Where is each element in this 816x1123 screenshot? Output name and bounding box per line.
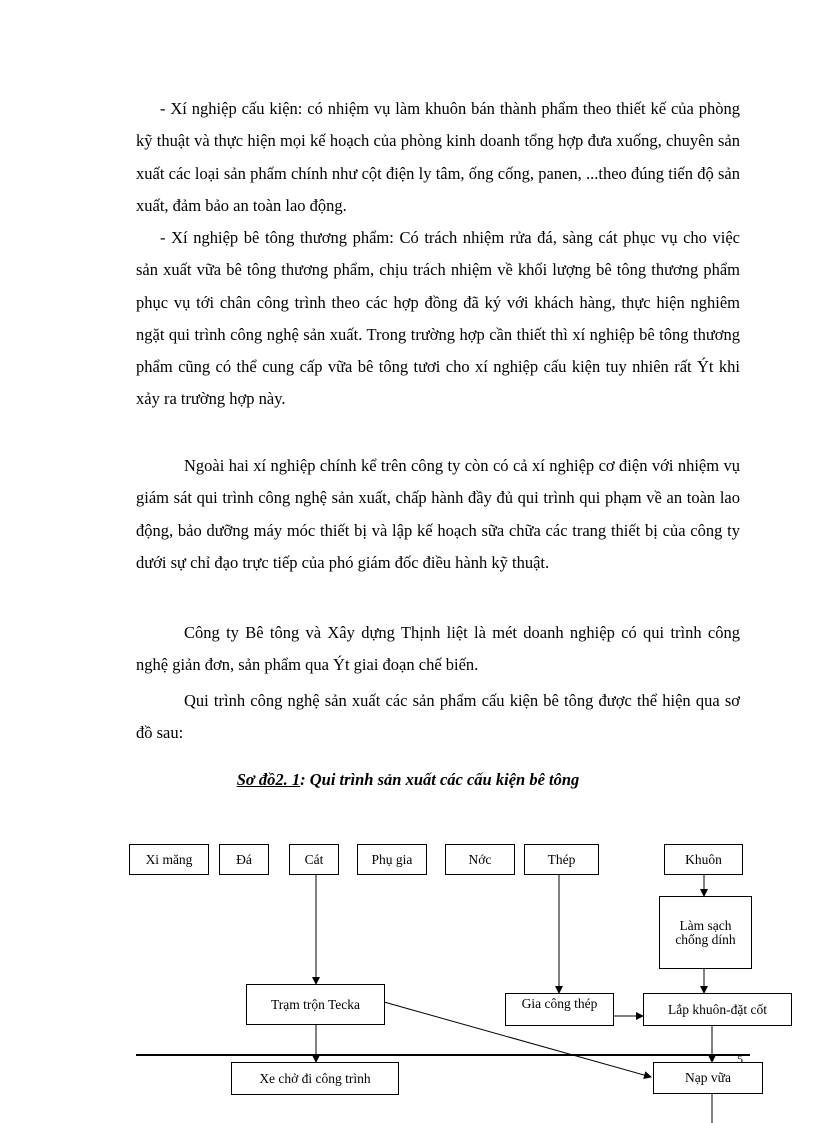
box-gia-cong-thep: Gia công thép <box>505 993 614 1026</box>
box-xe-cho-di-cong-trinh: Xe chở đi công trình <box>231 1062 399 1095</box>
box-nap-vua: Nạp vữa <box>653 1062 763 1094</box>
box-lap-khuon-dat-cot: Lắp khuôn-đặt cốt <box>643 993 792 1026</box>
caption-title: : Qui trình sản xuất các cấu kiện bê tông <box>300 770 580 789</box>
box-cat: Cát <box>289 844 339 875</box>
box-nuoc: Nớc <box>445 844 515 875</box>
box-thep: Thép <box>524 844 599 875</box>
paragraph-xi-nghiep-co-dien: Ngoài hai xí nghiệp chính kể trên công ty còn có cả xí nghiệp cơ điện với nhiệm vụ giám sát qui trình công nghệ sản xuất, chấp hành đầy đủ qui trình qui phạm về an toàn lao động, bảo dưỡng máy móc thiết bị và lập kế hoạch sữa chữa các trang thiết bị của công ty dưới sự chỉ đạo trực tiếp của phó giám đốc điều hành kỹ thuật. <box>136 456 740 572</box>
paragraph-xi-nghiep-cau-kien: - Xí nghiệp cấu kiện: có nhiệm vụ làm khuôn bán thành phẩm theo thiết kế của phòng kỹ thuật và thực hiện mọi kế hoạch của phòng kinh doanh tổng hợp đưa xuống, chuyên sản xuất các loại sản phẩm chính như cột điện ly tâm, ống cống, panen, ...theo đúng tiến độ sản xuất, đảm bảo an toàn lao động. <box>136 99 740 215</box>
box-xi-mang: Xi măng <box>129 844 209 875</box>
box-phu-gia: Phụ gia <box>357 844 427 875</box>
caption-label: Sơ đồ2. 1 <box>236 770 301 789</box>
paragraph-cong-ty: Công ty Bê tông và Xây dựng Thịnh liệt là mét doanh nghiệp có qui trình công nghệ giản đơn, sản phẩm qua Ýt giai đoạn chế biến. <box>136 623 740 675</box>
page-number: 5 <box>737 1052 743 1066</box>
paragraph-qui-trinh-intro: Qui trình công nghệ sản xuất các sản phẩm cấu kiện bê tông được thể hiện qua sơ đồ sau: <box>136 691 740 743</box>
box-tram-tron-tecka: Trạm trộn Tecka <box>246 984 385 1025</box>
paragraph-xi-nghiep-be-tong: - Xí nghiệp bê tông thương phẩm: Có trách nhiệm rửa đá, sàng cát phục vụ cho việc sản xuất vữa bê tông thương phẩm, chịu trách nhiệm về khối lượng bê tông thương phẩm phục vụ tới chân công trình theo các hợp đồng đã ký với khách hàng, thực hiện nghiêm ngặt qui trình công nghệ sản xuất. Trong trường hợp cần thiết thì xí nghiệp bê tông thương phẩm cũng có thể cung cấp vữa bê tông tươi cho xí nghiệp cấu kiện tuy nhiên rất Ýt khi xảy ra trường hợp này. <box>136 228 740 409</box>
box-da: Đá <box>219 844 269 875</box>
box-khuon: Khuôn <box>664 844 743 875</box>
box-lam-sach-chong-dinh: Làm sạch chống dính <box>659 896 752 969</box>
